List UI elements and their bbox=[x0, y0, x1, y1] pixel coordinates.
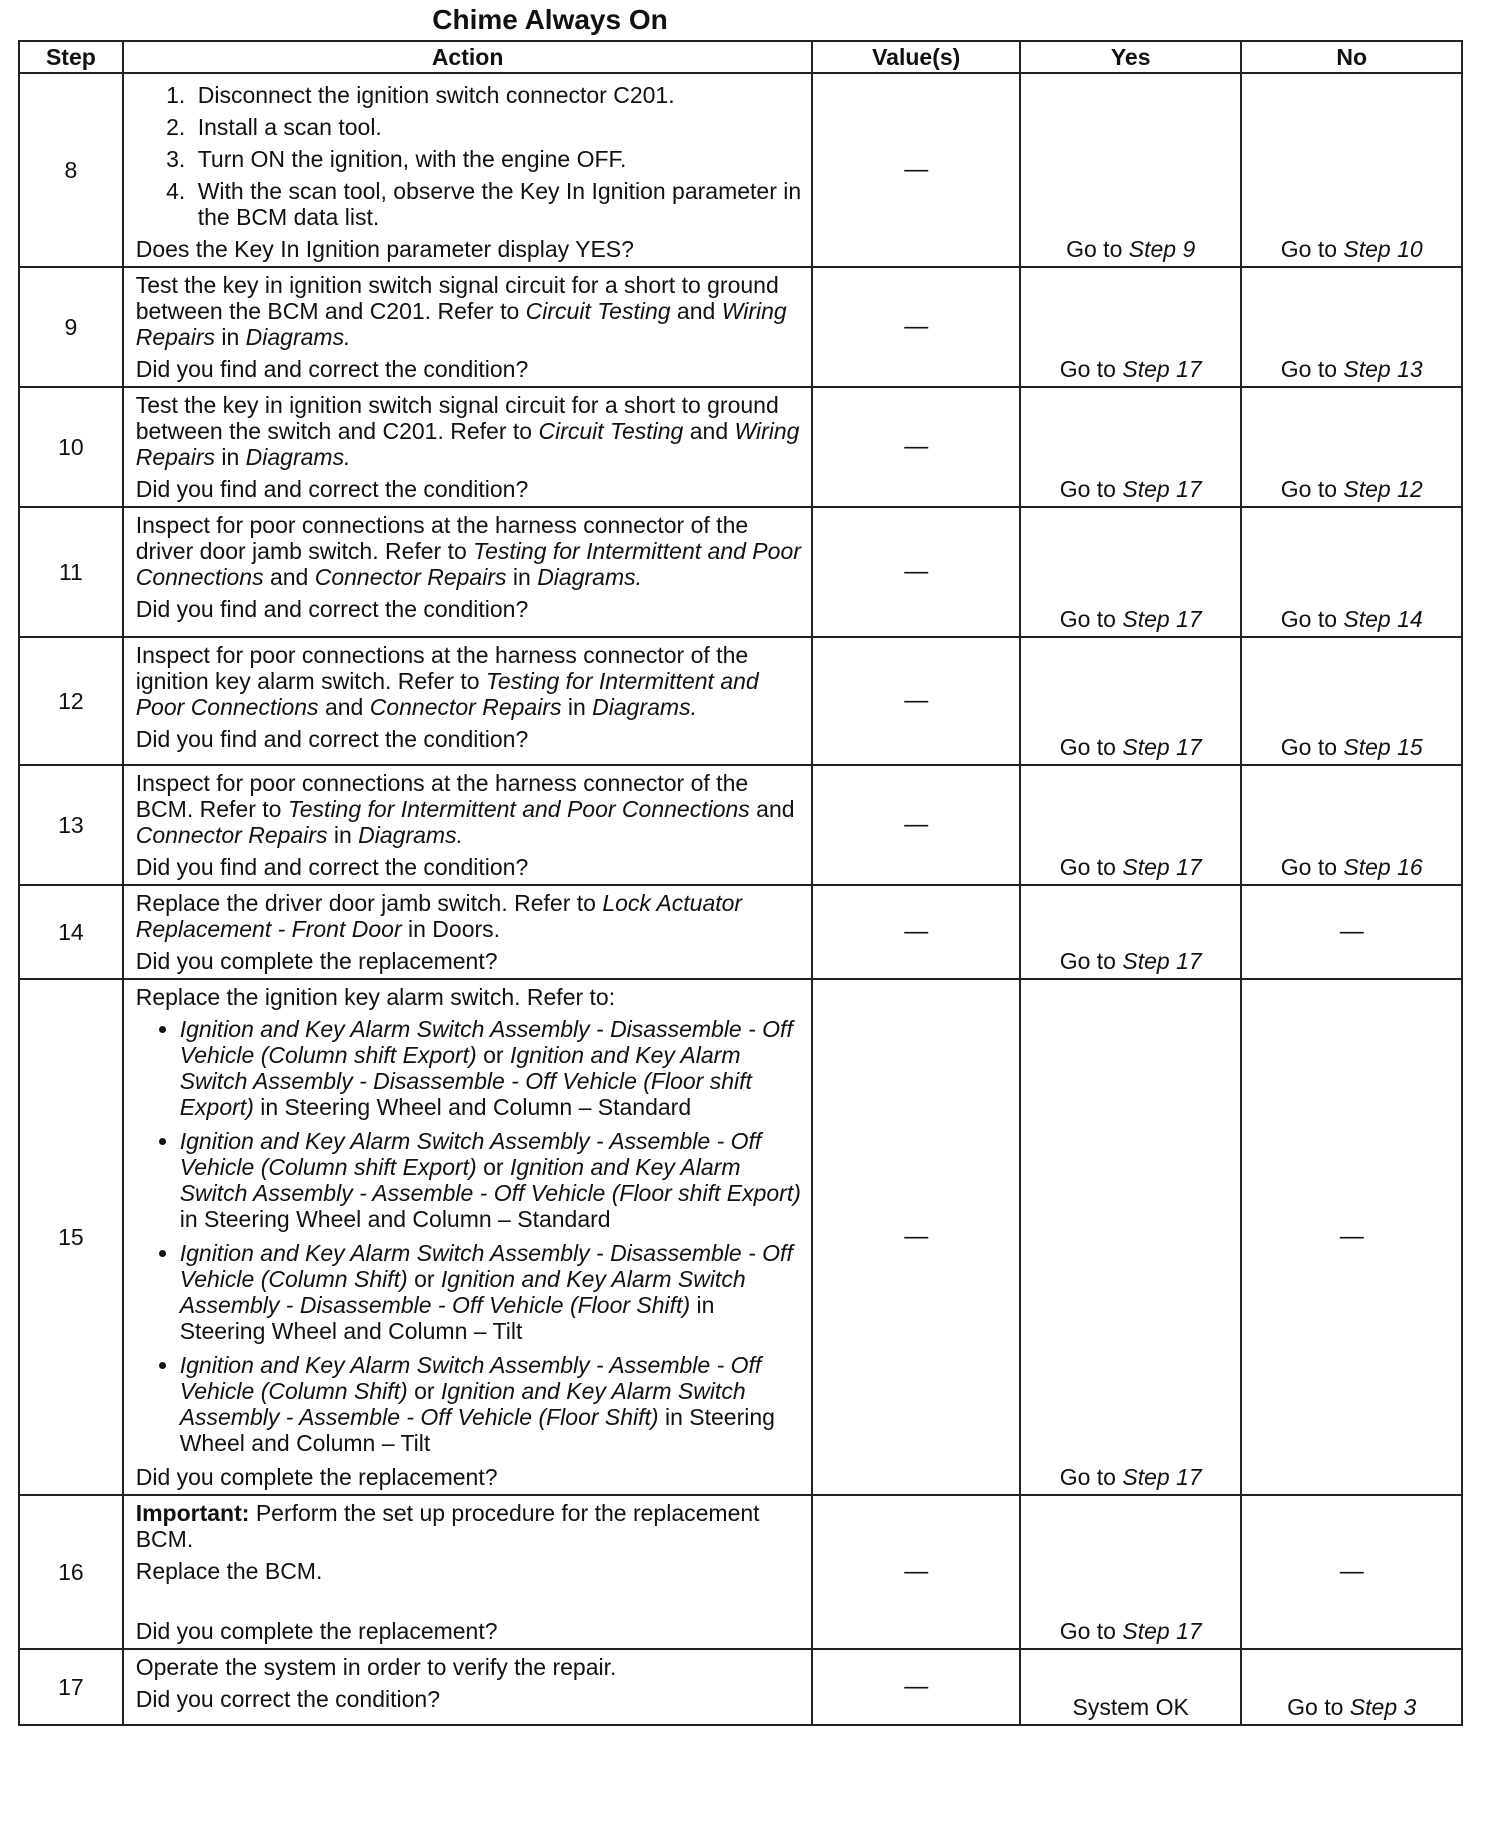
action-text: in bbox=[214, 324, 246, 350]
dash: — bbox=[904, 811, 929, 838]
dash: — bbox=[1339, 1558, 1364, 1585]
action-cell bbox=[123, 267, 813, 387]
table-row bbox=[19, 765, 1462, 885]
header-step: Step bbox=[19, 41, 123, 73]
question: Did you find and correct the condition? bbox=[135, 596, 529, 622]
no-cell bbox=[1241, 73, 1462, 267]
value-cell bbox=[812, 1495, 1019, 1649]
table-row bbox=[19, 1649, 1462, 1725]
yes-cell bbox=[1020, 1649, 1242, 1725]
goto-step-link[interactable]: Step 3 bbox=[1349, 1694, 1417, 1720]
header-no: No bbox=[1241, 41, 1462, 73]
dash: — bbox=[904, 558, 929, 585]
yes-cell bbox=[1020, 765, 1242, 885]
value-cell bbox=[812, 1649, 1019, 1725]
ref-link[interactable]: Diagrams. bbox=[592, 694, 697, 720]
header-values: Value(s) bbox=[812, 41, 1019, 73]
question: Did you complete the replacement? bbox=[135, 948, 498, 974]
action-text: or bbox=[407, 1378, 441, 1404]
ref-link[interactable]: Ignition and Key Alarm Switch Assembly - Assemble - Off Vehicle (Column Shift) bbox=[179, 1352, 762, 1404]
dash: — bbox=[904, 918, 929, 945]
value-cell bbox=[812, 637, 1019, 765]
yes-cell bbox=[1020, 267, 1242, 387]
ref-link[interactable]: Connector Repairs bbox=[314, 564, 507, 590]
action-text: Inspect for poor connections at the harness connector of the ignition key alarm switch. Refer to bbox=[135, 642, 749, 694]
step-number: 12 bbox=[19, 637, 123, 765]
step-number: 13 bbox=[19, 765, 123, 885]
list-item bbox=[180, 1016, 802, 1120]
goto-prefix: Go to bbox=[1280, 476, 1344, 502]
action-text: in Steering Wheel and Column – Standard bbox=[179, 1206, 611, 1232]
ref-link[interactable]: Ignition and Key Alarm Switch Assembly - Disassemble - Off Vehicle (Column Shift) bbox=[179, 1240, 793, 1292]
ref-link[interactable]: Ignition and Key Alarm Switch Assembly - Disassemble - Off Vehicle (Column shift Export) bbox=[179, 1016, 793, 1068]
dash: — bbox=[904, 687, 929, 714]
ref-link[interactable]: Testing for Intermittent and Poor Connections bbox=[287, 796, 750, 822]
list-item bbox=[180, 1240, 802, 1344]
action-text: Replace the BCM. bbox=[135, 1558, 323, 1584]
yes-cell bbox=[1020, 885, 1242, 979]
goto-step-link[interactable]: Step 15 bbox=[1343, 734, 1423, 760]
goto-step-link[interactable]: Step 9 bbox=[1128, 236, 1196, 262]
ref-link[interactable]: Connector Repairs bbox=[135, 822, 328, 848]
step-number: 9 bbox=[19, 267, 123, 387]
action-text: and bbox=[670, 298, 722, 324]
goto-prefix: Go to bbox=[1066, 236, 1129, 262]
goto-step-link[interactable]: Step 17 bbox=[1122, 734, 1202, 760]
yes-cell bbox=[1020, 1495, 1242, 1649]
question: Did you complete the replacement? bbox=[135, 1464, 498, 1490]
goto-step-link[interactable]: Step 17 bbox=[1122, 356, 1202, 382]
goto-prefix: Go to bbox=[1280, 356, 1344, 382]
no-cell bbox=[1241, 387, 1462, 507]
step-number: 15 bbox=[19, 979, 123, 1495]
value-cell bbox=[812, 387, 1019, 507]
action-text: Inspect for poor connections at the harness connector of the BCM. Refer to bbox=[135, 770, 749, 822]
list-item bbox=[180, 1352, 802, 1456]
action-text: or bbox=[476, 1042, 510, 1068]
no-cell bbox=[1241, 507, 1462, 637]
question: Did you find and correct the condition? bbox=[135, 854, 529, 880]
goto-step-link[interactable]: Step 17 bbox=[1122, 1618, 1202, 1644]
action-text: Operate the system in order to verify the repair. bbox=[135, 1654, 617, 1680]
ref-link[interactable]: Circuit Testing bbox=[525, 298, 671, 324]
step-number: 8 bbox=[19, 73, 123, 267]
action-text: and bbox=[749, 796, 795, 822]
action-cell bbox=[123, 1649, 813, 1725]
ref-link[interactable]: Wiring Repairs bbox=[135, 418, 800, 470]
reference-list bbox=[136, 1016, 802, 1456]
system-ok-text: System OK bbox=[1072, 1694, 1189, 1720]
dash: — bbox=[904, 313, 929, 340]
no-cell bbox=[1241, 765, 1462, 885]
step-number: 11 bbox=[19, 507, 123, 637]
goto-step-link[interactable]: Step 17 bbox=[1122, 948, 1202, 974]
ref-link[interactable]: Ignition and Key Alarm Switch Assembly - Assemble - Off Vehicle (Floor Shift) bbox=[179, 1378, 746, 1430]
action-text: Inspect for poor connections at the harness connector of the driver door jamb switch. Refer to bbox=[135, 512, 749, 564]
dash: — bbox=[904, 1558, 929, 1585]
ref-link[interactable]: Testing for Intermittent and Poor Connections bbox=[135, 538, 801, 590]
dash: — bbox=[904, 156, 929, 183]
goto-prefix: Go to bbox=[1287, 1694, 1350, 1720]
action-text: and bbox=[318, 694, 370, 720]
value-cell bbox=[812, 507, 1019, 637]
action-text: in Doors. bbox=[401, 916, 501, 942]
ref-link[interactable]: Wiring Repairs bbox=[135, 298, 787, 350]
action-text: in bbox=[214, 444, 246, 470]
table-row bbox=[19, 1495, 1462, 1649]
yes-cell bbox=[1020, 73, 1242, 267]
question: Did you find and correct the condition? bbox=[135, 356, 529, 382]
ref-link[interactable]: Circuit Testing bbox=[538, 418, 684, 444]
dash: — bbox=[904, 1673, 929, 1700]
value-cell bbox=[812, 765, 1019, 885]
goto-prefix: Go to bbox=[1059, 356, 1123, 382]
goto-step-link[interactable]: Step 14 bbox=[1343, 606, 1423, 632]
yes-cell bbox=[1020, 637, 1242, 765]
table-row bbox=[19, 73, 1462, 267]
ref-link[interactable]: Ignition and Key Alarm Switch Assembly - Disassemble - Off Vehicle (Floor Shift) bbox=[179, 1266, 746, 1318]
header-action: Action bbox=[123, 41, 813, 73]
goto-prefix: Go to bbox=[1059, 734, 1123, 760]
question: Does the Key In Ignition parameter display YES? bbox=[135, 236, 634, 262]
action-text: in Steering Wheel and Column – Standard bbox=[253, 1094, 692, 1120]
list-item: 3. Turn ON the ignition, with the engine OFF. bbox=[192, 146, 802, 172]
list-item: 1. Disconnect the ignition switch connector C201. bbox=[192, 82, 802, 108]
dash: — bbox=[1339, 1223, 1364, 1250]
question: Did you find and correct the condition? bbox=[135, 726, 529, 752]
value-cell bbox=[812, 267, 1019, 387]
no-cell bbox=[1241, 1649, 1462, 1725]
yes-cell bbox=[1020, 507, 1242, 637]
yes-cell bbox=[1020, 387, 1242, 507]
dash: — bbox=[904, 1223, 929, 1250]
ref-link[interactable]: Ignition and Key Alarm Switch Assembly - Assemble - Off Vehicle (Floor shift Export) bbox=[179, 1154, 801, 1206]
step-number: 17 bbox=[19, 1649, 123, 1725]
list-item: 4. With the scan tool, observe the Key In Ignition parameter in the BCM data list. bbox=[192, 178, 802, 230]
no-cell bbox=[1241, 267, 1462, 387]
action-text: Replace the ignition key alarm switch. Refer to: bbox=[135, 984, 616, 1010]
action-cell bbox=[123, 1495, 813, 1649]
action-text: in Steering Wheel and Column – Tilt bbox=[179, 1292, 715, 1344]
header-yes: Yes bbox=[1020, 41, 1242, 73]
diagnostic-table bbox=[18, 40, 1463, 1726]
goto-step-link[interactable]: Step 13 bbox=[1343, 356, 1423, 382]
no-cell bbox=[1241, 637, 1462, 765]
table-row bbox=[19, 387, 1462, 507]
dash: — bbox=[1339, 918, 1364, 945]
header-row bbox=[19, 41, 1462, 73]
action-text: or bbox=[476, 1154, 510, 1180]
action-text: in bbox=[327, 822, 359, 848]
ref-link[interactable]: Lock Actuator Replacement - Front Door bbox=[135, 890, 743, 942]
ref-link[interactable]: Connector Repairs bbox=[369, 694, 562, 720]
goto-prefix: Go to bbox=[1059, 606, 1123, 632]
step-number: 16 bbox=[19, 1495, 123, 1649]
action-cell bbox=[123, 979, 813, 1495]
action-text: in bbox=[506, 564, 538, 590]
step-number: 10 bbox=[19, 387, 123, 507]
table-row bbox=[19, 637, 1462, 765]
goto-prefix: Go to bbox=[1059, 1618, 1123, 1644]
question: Did you complete the replacement? bbox=[135, 1618, 498, 1644]
action-cell bbox=[123, 765, 813, 885]
list-item bbox=[180, 1128, 802, 1232]
action-text: and bbox=[683, 418, 735, 444]
important-label: Important: bbox=[135, 1500, 250, 1526]
goto-prefix: Go to bbox=[1280, 734, 1344, 760]
action-cell bbox=[123, 885, 813, 979]
value-cell bbox=[812, 979, 1019, 1495]
table-row bbox=[19, 885, 1462, 979]
goto-prefix: Go to bbox=[1059, 854, 1123, 880]
ref-link[interactable]: Diagrams. bbox=[537, 564, 642, 590]
action-text: in bbox=[561, 694, 593, 720]
ref-link[interactable]: Diagrams. bbox=[358, 822, 463, 848]
no-cell bbox=[1241, 885, 1462, 979]
important-text: Perform the set up procedure for the replacement BCM. bbox=[135, 1500, 760, 1552]
question: Did you find and correct the condition? bbox=[135, 476, 529, 502]
action-text: in Steering Wheel and Column – Tilt bbox=[179, 1404, 775, 1456]
action-cell bbox=[123, 637, 813, 765]
page-title: Chime Always On bbox=[432, 4, 668, 35]
action-text: Test the key in ignition switch signal circuit for a short to ground between the BCM and C201. Refer to bbox=[135, 272, 779, 324]
goto-step-link[interactable]: Step 17 bbox=[1122, 606, 1202, 632]
dash: — bbox=[904, 433, 929, 460]
action-text: and bbox=[263, 564, 315, 590]
action-text: Test the key in ignition switch signal circuit for a short to ground between the switch and C201. Refer to bbox=[135, 392, 779, 444]
action-cell bbox=[123, 507, 813, 637]
no-cell bbox=[1241, 1495, 1462, 1649]
action-text: or bbox=[407, 1266, 441, 1292]
goto-step-link[interactable]: Step 17 bbox=[1122, 854, 1202, 880]
table-row bbox=[19, 267, 1462, 387]
goto-step-link[interactable]: Step 17 bbox=[1122, 1464, 1202, 1490]
goto-prefix: Go to bbox=[1059, 476, 1123, 502]
action-cell bbox=[123, 387, 813, 507]
step-number: 14 bbox=[19, 885, 123, 979]
ref-link[interactable]: Diagrams. bbox=[245, 324, 351, 350]
question: Did you correct the condition? bbox=[135, 1686, 440, 1712]
goto-step-link[interactable]: Step 16 bbox=[1343, 854, 1423, 880]
value-cell bbox=[812, 73, 1019, 267]
goto-prefix: Go to bbox=[1280, 606, 1344, 632]
goto-step-link[interactable]: Step 17 bbox=[1122, 476, 1202, 502]
ref-link[interactable]: Diagrams. bbox=[245, 444, 351, 470]
ref-link[interactable]: Ignition and Key Alarm Switch Assembly - Assemble - Off Vehicle (Column shift Export) bbox=[179, 1128, 762, 1180]
ref-link[interactable]: Ignition and Key Alarm Switch Assembly - Disassemble - Off Vehicle (Floor shift Export) bbox=[179, 1042, 752, 1120]
ref-link[interactable]: Testing for Intermittent and Poor Connections bbox=[135, 668, 759, 720]
list-item: 2. Install a scan tool. bbox=[192, 114, 802, 140]
action-cell bbox=[123, 73, 813, 267]
goto-prefix: Go to bbox=[1059, 1464, 1123, 1490]
goto-prefix: Go to bbox=[1059, 948, 1123, 974]
action-text: Replace the driver door jamb switch. Refer to bbox=[135, 890, 603, 916]
goto-step-link[interactable]: Step 12 bbox=[1343, 476, 1423, 502]
table-row bbox=[19, 979, 1462, 1495]
spacer bbox=[136, 1584, 802, 1612]
no-cell bbox=[1241, 979, 1462, 1495]
numbered-list bbox=[136, 82, 802, 230]
yes-cell bbox=[1020, 979, 1242, 1495]
goto-step-link[interactable]: Step 10 bbox=[1343, 236, 1423, 262]
goto-prefix: Go to bbox=[1280, 854, 1344, 880]
goto-prefix: Go to bbox=[1280, 236, 1344, 262]
value-cell bbox=[812, 885, 1019, 979]
table-row bbox=[19, 507, 1462, 637]
